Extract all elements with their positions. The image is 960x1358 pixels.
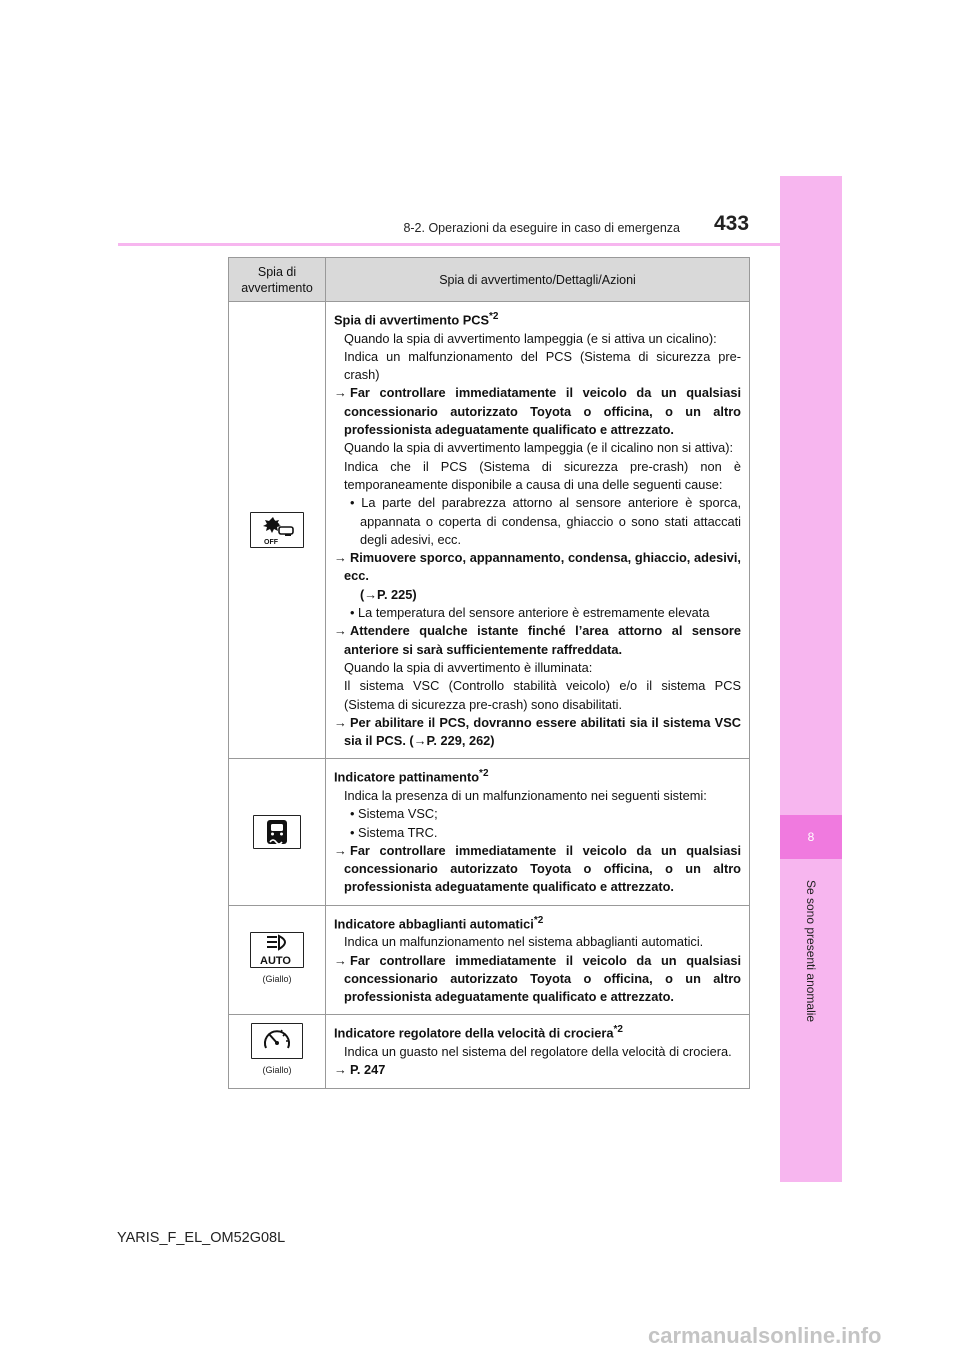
- meaning-text: Indica un malfunzionamento nel sistema abbaglianti automatici.: [344, 934, 704, 950]
- action-text: → Rimuovere sporco, appannamento, condensa, ghiaccio, adesivi, ecc.: [334, 550, 741, 584]
- warning-lights-table: [228, 257, 750, 1089]
- auto-high-beam-icon: [250, 932, 304, 968]
- condition-text: Quando la spia di avvertimento lampeggia (e si attiva un cicalino):: [344, 330, 717, 346]
- header-rule: [118, 243, 780, 246]
- condition-text: Quando la spia di avvertimento è illuminata:: [344, 659, 593, 675]
- action-text: → Attendere qualche istante finché l’area attorno al sensore anteriore si sarà sufficientemente raffreddata.: [334, 623, 741, 657]
- section-title: 8-2. Operazioni da eseguire in caso di emergenza: [403, 221, 680, 235]
- row-title: Indicatore regolatore della velocità di crociera$^{*2}$: [334, 1024, 623, 1041]
- description-cell: [326, 905, 750, 1015]
- icon-cell: [229, 905, 326, 1015]
- action-text: → Far controllare immediatamente il veicolo da un qualsiasi concessionario autorizzato Toyota o officina, o un altro professionista adeguatamente qualificato e attrezzato.: [334, 842, 741, 895]
- watermark: carmanualsonline.info: [648, 1323, 882, 1348]
- pcs-off-icon: [250, 512, 304, 548]
- column-header-description: Spia di avvertimento/Dettagli/Azioni: [326, 258, 750, 302]
- description-cell: [326, 1015, 750, 1088]
- condition-text: Quando la spia di avvertimento lampeggia (e il cicalino non si attiva):: [344, 440, 734, 456]
- description-cell: [326, 759, 750, 905]
- cruise-control-icon: [251, 1023, 303, 1059]
- meaning-text: Indica un malfunzionamento del PCS (Sistema di sicurezza pre-crash): [344, 348, 741, 383]
- action-text: → Far controllare immediatamente il veicolo da un qualsiasi concessionario autorizzato Toyota o officina, o un altro professionista adeguatamente qualificato e attrezzato.: [334, 952, 741, 1005]
- bullet-item: • La temperatura del sensore anteriore è estremamente elevata: [350, 605, 710, 621]
- meaning-text: Indica la presenza di un malfunzionamento nei seguenti sistemi:: [344, 787, 707, 803]
- bullet-item: • La parte del parabrezza attorno al sensore anteriore è sporca, appannata o coperta di condensa, ghiaccio o sono stati attaccati degli adesivi, ecc.: [350, 495, 741, 547]
- table-header-row: [229, 258, 750, 302]
- chapter-title: Se sono presenti anomalie: [804, 880, 818, 1023]
- svg-text:AUTO: AUTO: [260, 954, 291, 967]
- row-title: Indicatore pattinamento$^{*2}$: [334, 768, 489, 785]
- icon-cell: [229, 302, 326, 759]
- meaning-text: Indica che il PCS (Sistema di sicurezza pre-crash) non è temporaneamente disponibile a causa di una delle seguenti cause:: [344, 458, 741, 492]
- table-row: [229, 759, 750, 905]
- table-row: [229, 302, 750, 759]
- row-title: Indicatore abbaglianti automatici$^{*2}$: [334, 914, 544, 931]
- chapter-number: 8: [780, 815, 842, 859]
- action-text: → Far controllare immediatamente il veicolo da un qualsiasi concessionario autorizzato Toyota o officina, o un altro professionista adeguatamente qualificato e attrezzato.: [334, 385, 741, 438]
- color-note: (Giallo): [262, 1065, 292, 1076]
- icon-cell: [229, 1015, 326, 1088]
- bullet-item: • Sistema TRC.: [350, 824, 438, 840]
- color-note: (Giallo): [262, 973, 292, 984]
- description-cell: [326, 302, 750, 759]
- svg-text:OFF: OFF: [264, 539, 278, 547]
- document-code: YARIS_F_EL_OM52G08L: [117, 1230, 286, 1246]
- column-header-icon: Spia di avvertimento: [229, 258, 326, 302]
- table-row: [229, 905, 750, 1015]
- icon-cell: [229, 759, 326, 905]
- table-row: [229, 1015, 750, 1088]
- row-title: Spia di avvertimento PCS$^{*2}$: [334, 311, 499, 328]
- action-text: → Per abilitare il PCS, dovranno essere abilitati sia il sistema VSC sia il PCS. (→P. 229, 262): [334, 714, 741, 749]
- meaning-text: Il sistema VSC (Controllo stabilità veicolo) e/o il sistema PCS (Sistema di sicurezza pre-crash) sono disabilitati.: [344, 678, 741, 712]
- page-number: 433: [714, 212, 750, 235]
- meaning-text: Indica un guasto nel sistema del regolatore della velocità di crociera.: [344, 1044, 732, 1060]
- page-reference[interactable]: (→P. 225): [360, 586, 417, 602]
- slip-indicator-icon: [253, 815, 301, 849]
- bullet-item: • Sistema VSC;: [350, 806, 438, 822]
- page-reference[interactable]: → P. 247: [334, 1062, 386, 1078]
